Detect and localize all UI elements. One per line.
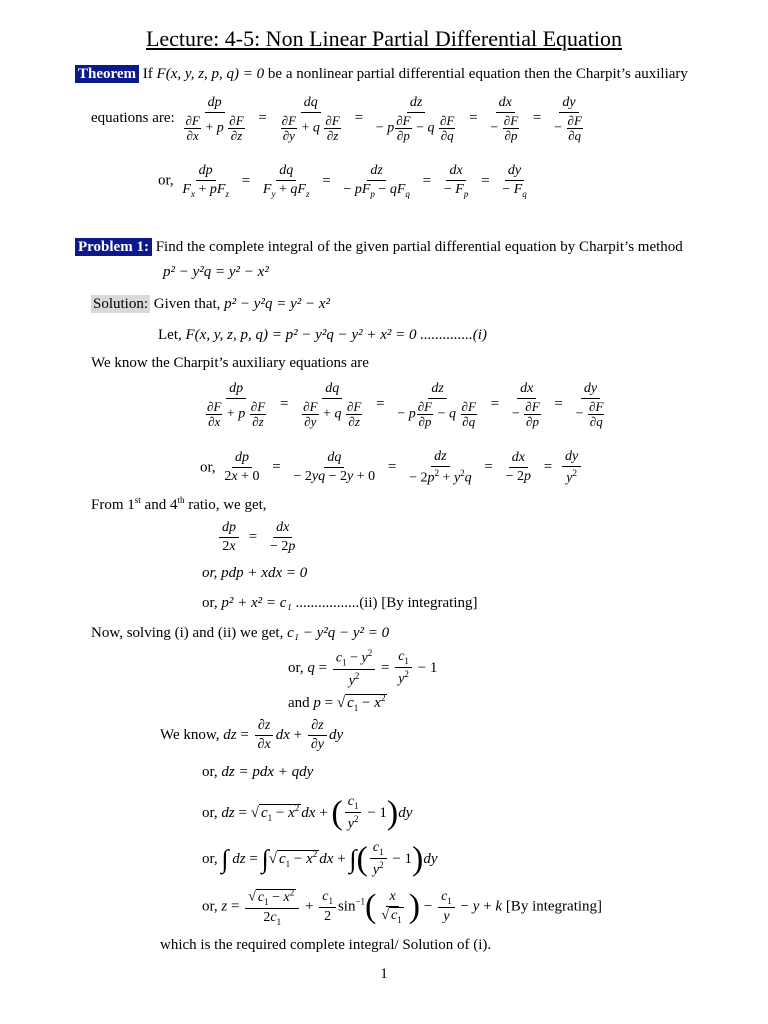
charpit-equations-substituted: or, $\frac{dp}{2x + 0}$ = $\frac{dq}{- 2yq - 2y + 0}$ = $\frac{dz}{- 2p^2 + y^2q}$ = $\frac{dx}{- 2p}$ = $\frac{dy}{y^2}$ xyxy=(200,449,583,487)
page-title: Lecture: 4-5: Non Linear Partial Differential Equation xyxy=(145,26,623,51)
charpit-equations-subscript: or, $\frac{dp}{F_x + pF_z}$ = $\frac{dq}{F_y + qF_z}$ = $\frac{dz}{- pF_p - qF_q}$ = $\frac{dx}{- F_p}$ = $\frac{dy}{- F_q}$ xyxy=(158,163,527,199)
dz-pdx-line: or, dz = pdx + qdy xyxy=(202,764,314,780)
dz-definition: We know, dz = $\frac{\partial z}{\partial x}$ dx + $\frac{\partial z}{\partial y}$ dy xyxy=(160,718,344,753)
or-label: or, xyxy=(158,172,174,189)
from-ratio-line: From 1st and 4th ratio, we get, xyxy=(91,495,267,513)
theorem-text: be a nonlinear partial differential equation then the Charpit’s auxiliary xyxy=(267,66,688,82)
solution-label: Solution: xyxy=(93,296,149,312)
problem-1-text: Find the complete integral of the given partial differential equation by Charpit’s method xyxy=(155,239,683,255)
charpit-equations-problem: dp $\frac{\partial F}{\partial x}$ + p $\frac{\partial F}{\partial z}$ = dq $\frac{\partial F}{\partial y}$ + q $\frac{\partial F}{\partial z}$ = dz − p $\frac{\partial F}{\partial p}$ − q $\frac{\partial F}{\partial q}$ = dx − $\frac{\partial F}{\partial p}$ = dy − $\frac{\partial F}{\partial q}$ xyxy=(207,381,604,429)
equations-are-label: equations are: xyxy=(91,110,175,127)
dz-substituted: or, dz = √ $c_1 - x^2$ dx + ( $\frac{c_1}{y^2}$ − 1)dy xyxy=(202,794,413,832)
p-expression: and p = √ $c_1 - x^2$ xyxy=(288,693,386,713)
solution-let: Let, F(x, y, z, p, q) = p² − y²q − y² + x² = 0 ..............(i) xyxy=(158,327,487,343)
dz-integral: or, ∫ dz = ∫√ $c_1 - x^2$ dx + ∫( $\frac{c_1}{y^2}$ − 1)dy xyxy=(202,840,438,878)
final-solution: or, z = $\frac{√ c_1 - x^2}{2c_1}$ + $\frac{c_1}{2}$ $\sin^{-1}$( $\frac{x}{√ c_1}$ ) − $\frac{c_1}{y}$ − y + k [By integrating] xyxy=(202,887,603,927)
theorem-expr: F(x, y, z, p, q) = 0 xyxy=(156,66,265,82)
we-know-charpit: We know the Charpit’s auxiliary equations are xyxy=(91,355,369,371)
integrate-line: or, p² + x² = c₁ .................(ii) [By integrating] xyxy=(202,595,478,611)
problem-1-equation: p² − y²q = y² − x² xyxy=(163,264,269,280)
theorem-label: Theorem xyxy=(75,65,139,83)
pdp-line: or, pdp + xdx = 0 xyxy=(202,565,308,581)
charpit-equations-general: equations are: dp $\frac{\partial F}{\partial x}$ + p $\frac{\partial F}{\partial z}$ = dq $\frac{\partial F}{\partial y}$ + q $\frac{\partial F}{\partial z}$ = dz − p $\frac{\partial F}{\partial p}$ − q $\frac{\partial F}{\partial q}$ = dx − $\frac{\partial F}{\partial p}$ = dy − $\frac{\partial F}{\partial q}$ xyxy=(91,95,582,143)
page-number: 1 xyxy=(380,966,388,982)
now-solving-line: Now, solving (i) and (ii) we get, c₁ − y²q − y² = 0 xyxy=(91,625,390,641)
problem-1-label: Problem 1: xyxy=(75,238,152,256)
solution-given: Solution: Given that, p² − y²q = y² − x² xyxy=(93,296,330,312)
q-expression: or, q = $\frac{c_1 - y^2}{y^2}$ = $\frac{c_1}{y^2}$ − 1 xyxy=(288,648,438,689)
theorem-line xyxy=(75,66,688,83)
conclusion: which is the required complete integral/ Solution of (i). xyxy=(160,937,492,953)
theorem-if: If xyxy=(142,66,153,82)
problem-1-line xyxy=(75,239,683,256)
ratio-equation: $\frac{dp}{2x}$ = $\frac{dx}{- 2p}$ xyxy=(217,520,300,555)
